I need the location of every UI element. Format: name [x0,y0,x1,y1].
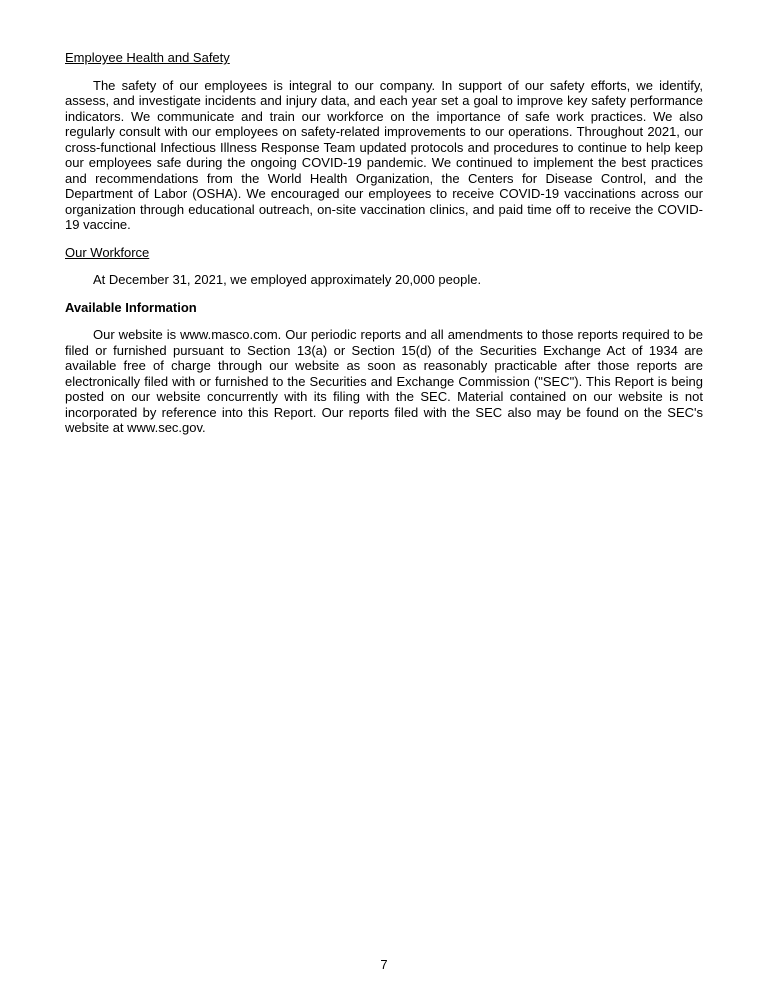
page-number: 7 [380,957,388,972]
section-our-workforce [65,245,703,288]
section-heading-employee-health-and-safety: Employee Health and Safety [65,50,230,65]
section-available-information [65,300,703,436]
paragraph-available-information: Our website is www.masco.com. Our periodic reports and all amendments to those reports required to be filed or furnished pursuant to Section 13(a) or Section 15(d) of the Securities Exchange Act of 1934 are available free of charge through our website as soon as reasonably practicable after those reports are electronically filed with or furnished to the Securities and Exchange Commission ("SEC"). This Report is being posted on our website concurrently with its filing with the SEC. Material contained on our website is not incorporated by reference into this Report. Our reports filed with the SEC also may be found on the SEC's website at www.sec.gov. [65,327,703,435]
section-employee-health-and-safety [65,50,703,233]
paragraph-our-workforce: At December 31, 2021, we employed approximately 20,000 people. [93,272,482,287]
section-heading-available-information: Available Information [65,299,197,315]
section-heading-our-workforce: Our Workforce [65,244,150,260]
paragraph-employee-health-and-safety: The safety of our employees is integral to our company. In support of our safety efforts, we identify, assess, and investigate incidents and injury data, and each year set a goal to improve key safety performance indicators. We communicate and train our workforce on the importance of safe work practices. We also regularly consult with our employees on safety-related improvements to our operations. Throughout 2021, our cross-functional Infectious Illness Response Team updated protocols and procedures to continue to help keep our employees safe during the ongoing COVID-19 pandemic. We continued to implement the best practices and recommendations from the World Health Organization, the Centers for Disease Control, and the Department of Labor (OSHA). We encouraged our employees to receive COVID-19 vaccinations across our organization through educational outreach, on-site vaccination clinics, and paid time off to receive the COVID-19 vaccine. [65,77,703,232]
